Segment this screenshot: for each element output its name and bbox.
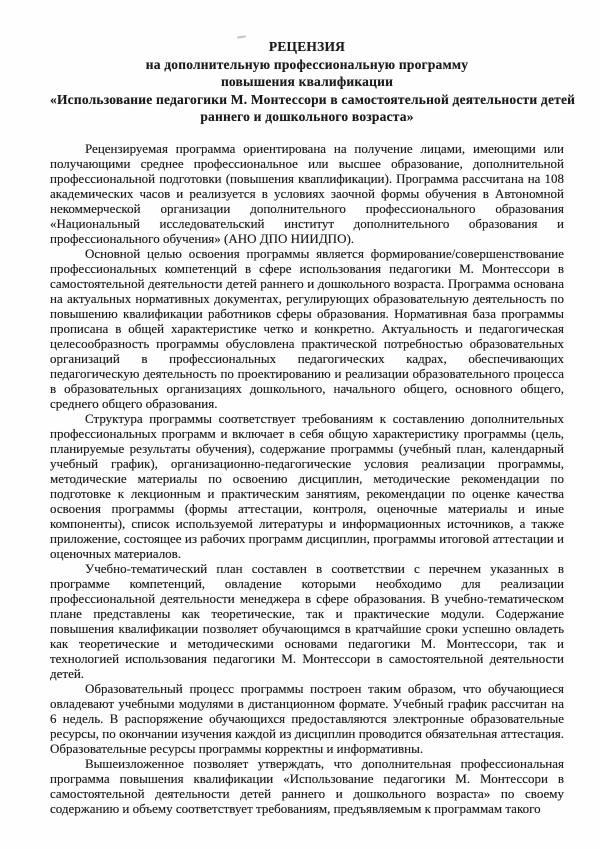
- document-subtitle-line-3: «Использование педагогики М. Монтессори в самостоятельной деятельности детей: [50, 91, 576, 107]
- document-header: [50, 38, 576, 126]
- document-subtitle-line-1: на дополнительную профессиональную программу: [145, 56, 469, 72]
- document-body: [50, 141, 564, 816]
- document-content: [50, 38, 576, 816]
- paragraph-3: Структура программы соответствует требованиям к составлению дополнительных профессиональных программ и включает в себя общую характеристику программы (цель, планируемые результаты обучения), содержание программы (учебный план, календарный учебный график), организационно-педагогические условия реализации программы, методические материалы по освоению дисциплин, методические рекомендации по подготовке к лекционным и практическим занятиям, рекомендации по оценке качества освоения программы (формы аттестации, контроля, оценочные материалы и иные компоненты), список используемой литературы и информационных источников, а также приложение, состоящее из рабочих программ дисциплин, программы итоговой аттестации и оценочных материалов.: [50, 410, 564, 561]
- paragraph-6: Вышеизложенное позволяет утверждать, что дополнительная профессиональная программа повышения квалификации «Использование педагогики М. Монтессори в самостоятельной деятельности детей раннего и дошкольного возраста» по своему содержанию и объему соответствует требованиям, предъявляемым к программам такого: [50, 755, 564, 816]
- paragraph-4: Учебно-тематический план составлен в соответствии с перечнем указанных в программе компетенций, овладение которыми необходимо для реализации профессиональной деятельности менеджера в сфере образования. В учебно-тематическом плане представлены как теоретические, так и практические модули. Содержание повышения квалификации позволяет обучающимся в кратчайшие сроки успешно овладеть как теоретические и методическими основами педагогики М. Монтессори, так и технологией использования педагогики М. Монтессори в самостоятельной деятельности детей.: [50, 560, 564, 681]
- document-subtitle-line-4: раннего и дошкольного возраста»: [200, 109, 414, 124]
- paragraph-1: Рецензируемая программа ориентирована на получение лицами, имеющими или получающими среднее профессиональное или высшее образование, дополнительной профессиональной подготовки (повышения кваплификации). Программа рассчитана на 108 академических часов и реализуется в условиях заочной формы обучения в Автономной некоммерческой организации дополнительного профессионального образования «Национальный исследовательский институт дополнительного образования и профессионального обучения» (АНО ДПО НИИДПО).: [50, 140, 564, 246]
- document-subtitle-line-2: повышения квалификации: [220, 74, 394, 89]
- document-title: РЕЦЕНЗИЯ: [268, 39, 346, 54]
- paragraph-2: Основной целью освоения программы является формирование/совершенствование профессиональных компетенций в сфере использования педагогики М. Монтессори в самостоятельной деятельности детей раннего и дошкольного возраста. Программа основана на актуальных нормативных документах, регулирующих образовательную деятельность по повышению квалификации работников сферы образования. Нормативная база программы прописана в общей характеристике четко и конкретно. Актуальность и педагогическая целесообразность программы обусловлена практической потребностью образовательных организаций в профессиональных педагогических кадрах, обеспечивающих педагогическую деятельность по проектированию и реализации образовательного процесса в образовательных организациях дошкольного, начального общего, основного общего, среднего общего образования.: [50, 245, 564, 411]
- paragraph-5: Образовательный процесс программы построен таким образом, что обучающиеся овладевают учебными модулями в дистанционном формате. Учебный график рассчитан на 6 недель. В распоряжение обучающихся предоставляются электронные образовательные ресурсы, по окончании изучения каждой из дисциплин проводится обязательная аттестация. Образовательные ресурсы программы корректны и информативны.: [50, 680, 564, 756]
